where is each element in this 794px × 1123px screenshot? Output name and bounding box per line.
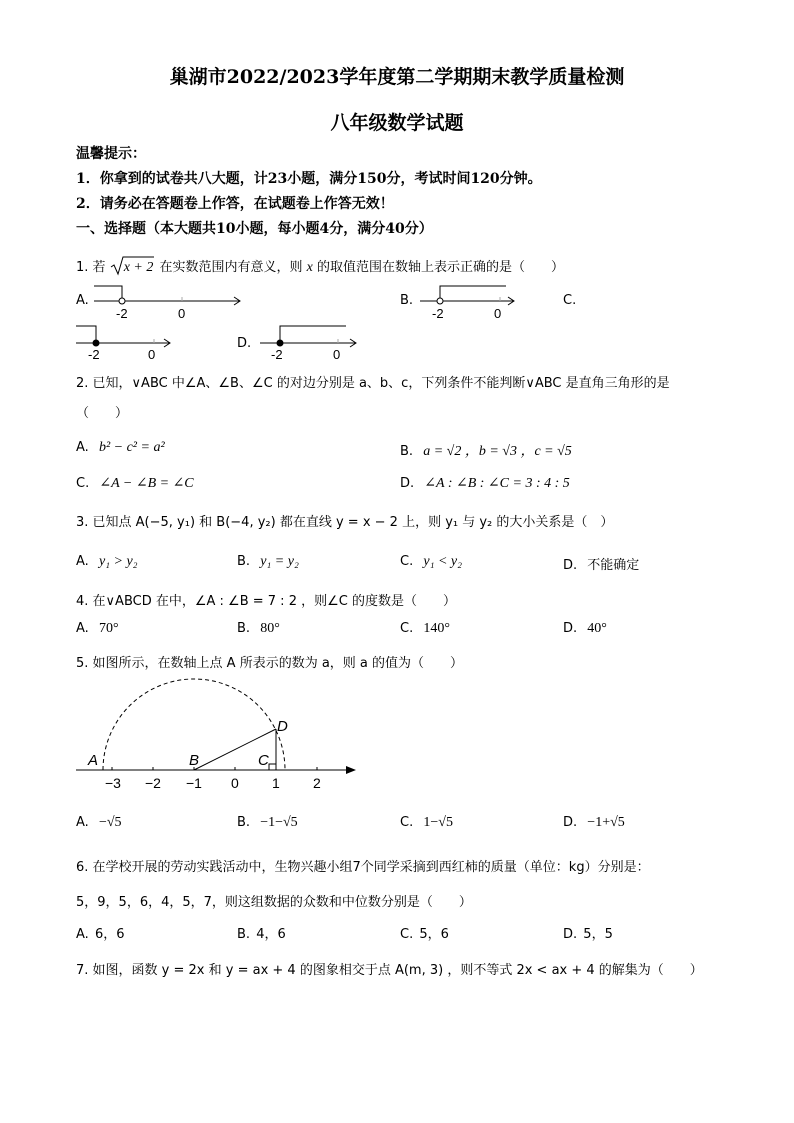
q7-stem: 7. 如图，函数 y = 2x 和 y = ax + 4 的图象相交于点 A(m, 3) ，则不等式 2x < ax + 4 的解集为（ ） [76,963,703,978]
q5-stem: 5. 如图所示，在数轴上点 A 所表示的数为 a，则 a 的值为（ ） [76,656,464,671]
q6-line-2: 5，9，5，6，4，5，7，则这组数据的众数和中位数分别是（ ） [76,895,472,910]
q1-option-b-numberline [416,282,526,322]
q3-option-a [76,554,138,570]
q4-a-text: 70° [98,621,119,636]
q3-option-b [237,554,299,570]
q2-c-text: ∠A − ∠B = ∠C [99,476,194,491]
q5-a-text: −√5 [98,815,122,830]
q5-tick-neg1: −1 [186,775,202,791]
tips-heading: 温馨提示： [76,146,146,162]
q6-b-label: B. [237,927,251,942]
q3-a-text: y₁ > y₂ [98,554,138,569]
q2-stem: 2. 已知，∨ABC 中∠A、∠B、∠C 的对边分别是 a、b、c，下列条件不能判断∨ABC 是直角三角形的是 [76,376,670,391]
q4-option-a [76,621,119,637]
q4-a-label: A. [76,621,89,636]
q4-d-text: 40° [587,621,607,636]
q3-option-d [563,554,639,573]
q6-a-text: 6，6 [94,927,125,942]
q5-point-d: D [277,718,288,735]
q4-option-d [563,621,607,637]
q5-tick-2: 2 [313,775,321,791]
q2-a-label: A. [76,440,89,455]
q1-b-tick-0: 0 [494,306,502,321]
q4-option-b [237,621,280,637]
q1-pre: 1. 若 [76,260,106,275]
q2-d-text: ∠A : ∠B : ∠C = 3 : 4 : 5 [424,476,570,491]
q5-option-a [76,815,122,831]
q6-line-1: 6. 在学校开展的劳动实践活动中，生物兴趣小组7个同学采摘到西红柿的质量（单位：kg）分别是： [76,860,650,875]
q5-tick-0: 0 [231,775,239,791]
q2-b-text: a = √2 ，b = √3 ，c = √5 [423,444,572,459]
q4-d-label: D. [563,621,578,636]
q1-d-tick-neg2: -2 [271,347,283,362]
q1-post: 的取值范围在数轴上表示正确的是（ ） [317,260,565,275]
q2-c-label: C. [76,476,90,491]
q4-option-c [400,621,450,637]
q4-c-label: C. [400,621,414,636]
q6-option-b [237,923,286,942]
q2-b-label: B. [400,444,414,459]
q5-option-b [237,815,298,831]
q6-option-c [400,923,449,942]
q3-stem: 3. 已知点 A(−5, y₁) 和 B(−4, y₂) 都在直线 y = x − 2 上，则 y₁ 与 y₂ 的大小关系是（ ） [76,515,614,530]
q1-option-a-numberline [90,282,250,322]
q2-option-c [76,475,194,492]
q2-option-d [400,475,570,492]
q1-option-c-label: C. [563,293,577,308]
q5-d-label: D. [563,815,578,830]
q3-c-text: y₁ < y₂ [423,554,462,569]
q1-option-b-label: B. [400,293,414,308]
q1-stem [76,255,564,277]
q1-b-tick-neg2: -2 [432,306,444,321]
q1-radicand: x + 2 [123,260,154,275]
q6-b-text: 4，6 [256,927,286,942]
q5-a-label: A. [76,815,89,830]
q3-b-label: B. [237,554,251,569]
q5-c-text: 1−√5 [423,815,453,830]
q6-d-text: 5，5 [583,927,613,942]
q5-tick-1: 1 [272,775,280,791]
q2-d-label: D. [400,476,415,491]
q4-b-label: B. [237,621,251,636]
q5-option-d [563,815,625,831]
q5-figure [70,672,370,802]
q3-b-text: y₁ = y₂ [260,554,299,569]
q5-d-text: −1+√5 [587,815,625,830]
q2-a-text: b² − c² = a² [98,440,165,455]
q1-option-d-label: D. [237,336,252,351]
q2-paren: （ ） [76,406,129,421]
q5-b-label: B. [237,815,251,830]
q1-option-a-label: A. [76,293,89,308]
q3-option-c [400,554,462,570]
q5-tick-neg3: −3 [105,775,121,791]
tips-line-2: 2．请务必在答题卷上作答，在试题卷上作答无效！ [76,196,394,212]
q5-b-text: −1−√5 [260,815,298,830]
q5-point-a: A [88,752,99,769]
q5-option-c [400,815,453,831]
q1-a-tick-0: 0 [178,306,186,321]
tips-line-1: 1．你拿到的试卷共八大题，计23小题，满分150分，考试时间120分钟。 [76,171,542,187]
q3-a-label: A. [76,554,89,569]
q1-d-tick-0: 0 [333,347,341,362]
q6-a-label: A. [76,927,89,942]
q2-option-b [400,440,572,460]
q3-c-label: C. [400,554,414,569]
q1-c-tick-neg2: -2 [88,347,100,362]
q6-option-d [563,923,613,942]
q1-var: x [306,260,313,275]
q6-c-label: C. [400,927,414,942]
q6-d-label: D. [563,927,578,942]
q3-d-text: 不能确定 [587,558,640,573]
q1-mid: 在实数范围内有意义，则 [159,260,303,275]
q4-stem: 4. 在∨ABCD 在中，∠A : ∠B = 7 : 2 ，则∠C 的度数是（ ） [76,594,456,609]
q1-option-d-numberline [256,322,366,362]
exam-title: 巢湖市2022/2023学年度第二学期期末教学质量检测 [169,66,625,88]
q1-option-c-numberline [76,322,186,362]
q1-c-tick-0: 0 [148,347,156,362]
q5-tick-neg2: −2 [145,775,161,791]
q6-option-a [76,923,124,942]
q5-c-label: C. [400,815,414,830]
q6-c-text: 5，6 [419,927,449,942]
q1-a-tick-neg2: -2 [116,306,128,321]
q4-b-text: 80° [260,621,280,636]
section-heading: 一、选择题（本大题共10小题，每小题4分，满分40分） [76,221,433,237]
q5-point-c: C [258,752,269,769]
q3-d-label: D. [563,558,578,573]
q5-point-b: B [189,752,200,769]
q2-option-a [76,440,165,456]
exam-subtitle: 八年级数学试题 [330,112,464,134]
q4-c-text: 140° [423,621,450,636]
